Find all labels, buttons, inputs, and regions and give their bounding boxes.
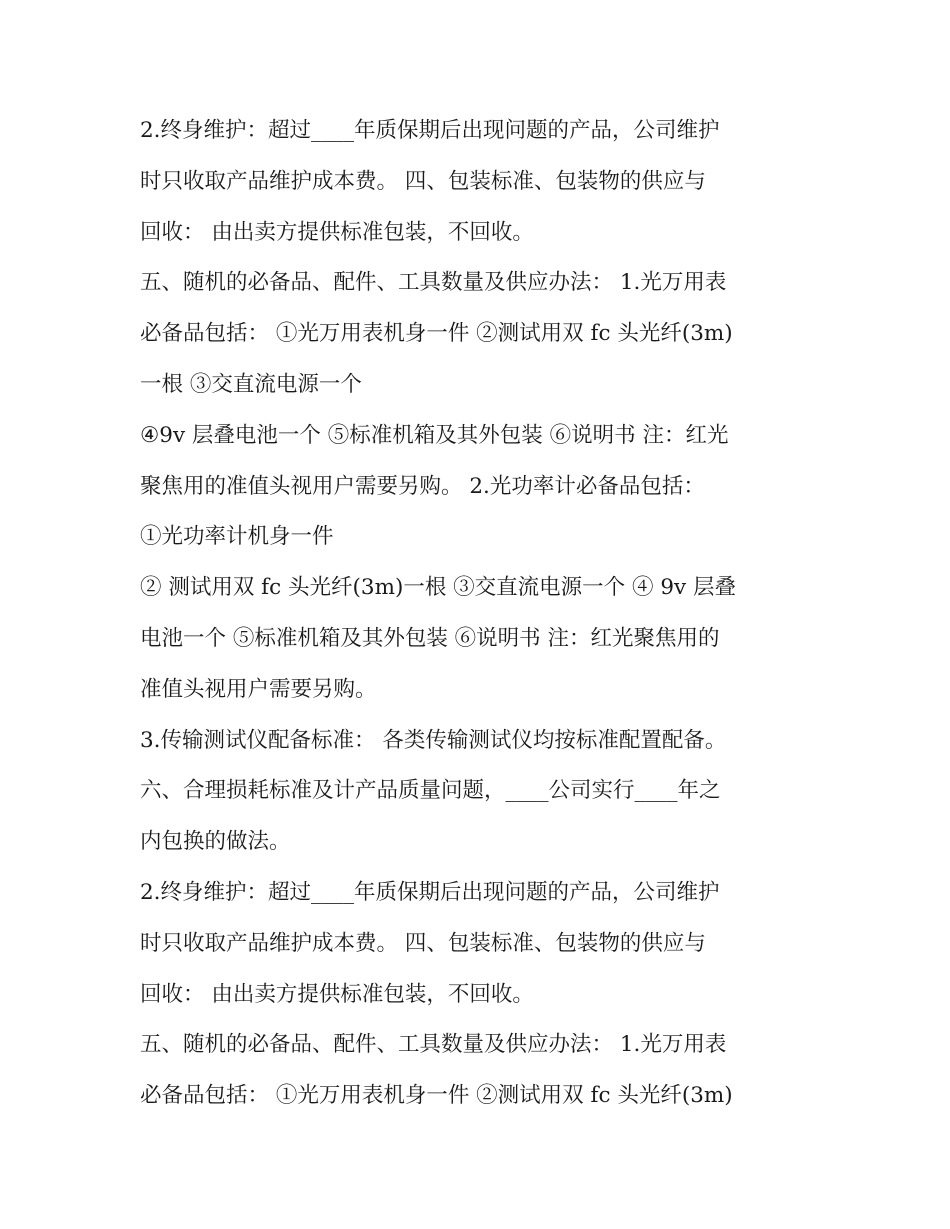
text-line: 必备品包括： ①光万用表机身一件 ②测试用双 fc 头光纤(3m) xyxy=(140,1083,733,1109)
text-line: 电池一个 ⑤标准机箱及其外包装 ⑥说明书 注：红光聚焦用的 xyxy=(140,625,720,651)
text-line: ①光功率计机身一件 xyxy=(140,524,334,550)
text-line: 一根 ③交直流电源一个 xyxy=(140,371,362,397)
text-line: ② 测试用双 fc 头光纤(3m)一根 ③交直流电源一个 ④ 9v 层叠 xyxy=(140,575,737,601)
text-line: 回收： 由出卖方提供标准包装，不回收。 xyxy=(140,981,534,1007)
text-line: 准值头视用户需要另购。 xyxy=(140,676,377,702)
text-line: 必备品包括： ①光万用表机身一件 ②测试用双 fc 头光纤(3m) xyxy=(140,321,733,347)
text-line: 内包换的做法。 xyxy=(140,829,291,855)
text-line: 时只收取产品维护成本费。 四、包装标准、包装物的供应与 xyxy=(140,168,706,194)
text-line: 聚焦用的准值头视用户需要另购。 2.光功率计必备品包括： xyxy=(140,473,705,499)
text-line: 五、随机的必备品、配件、工具数量及供应办法： 1.光万用表 xyxy=(140,1032,727,1058)
document-body xyxy=(140,106,820,1122)
text-line: 六、合理损耗标准及计产品质量问题，____公司实行____年之 xyxy=(140,778,721,804)
text-line: 五、随机的必备品、配件、工具数量及供应办法： 1.光万用表 xyxy=(140,270,727,296)
text-line: 2.终身维护：超过____年质保期后出现问题的产品，公司维护 xyxy=(140,879,720,905)
text-line: 回收： 由出卖方提供标准包装，不回收。 xyxy=(140,219,534,245)
text-line: ④9v 层叠电池一个 ⑤标准机箱及其外包装 ⑥说明书 注：红光 xyxy=(140,422,729,448)
text-line: 2.终身维护：超过____年质保期后出现问题的产品，公司维护 xyxy=(140,118,720,143)
text-line: 时只收取产品维护成本费。 四、包装标准、包装物的供应与 xyxy=(140,930,706,956)
text-line: 3.传输测试仪配备标准： 各类传输测试仪均按标准配置配备。 xyxy=(140,727,727,753)
